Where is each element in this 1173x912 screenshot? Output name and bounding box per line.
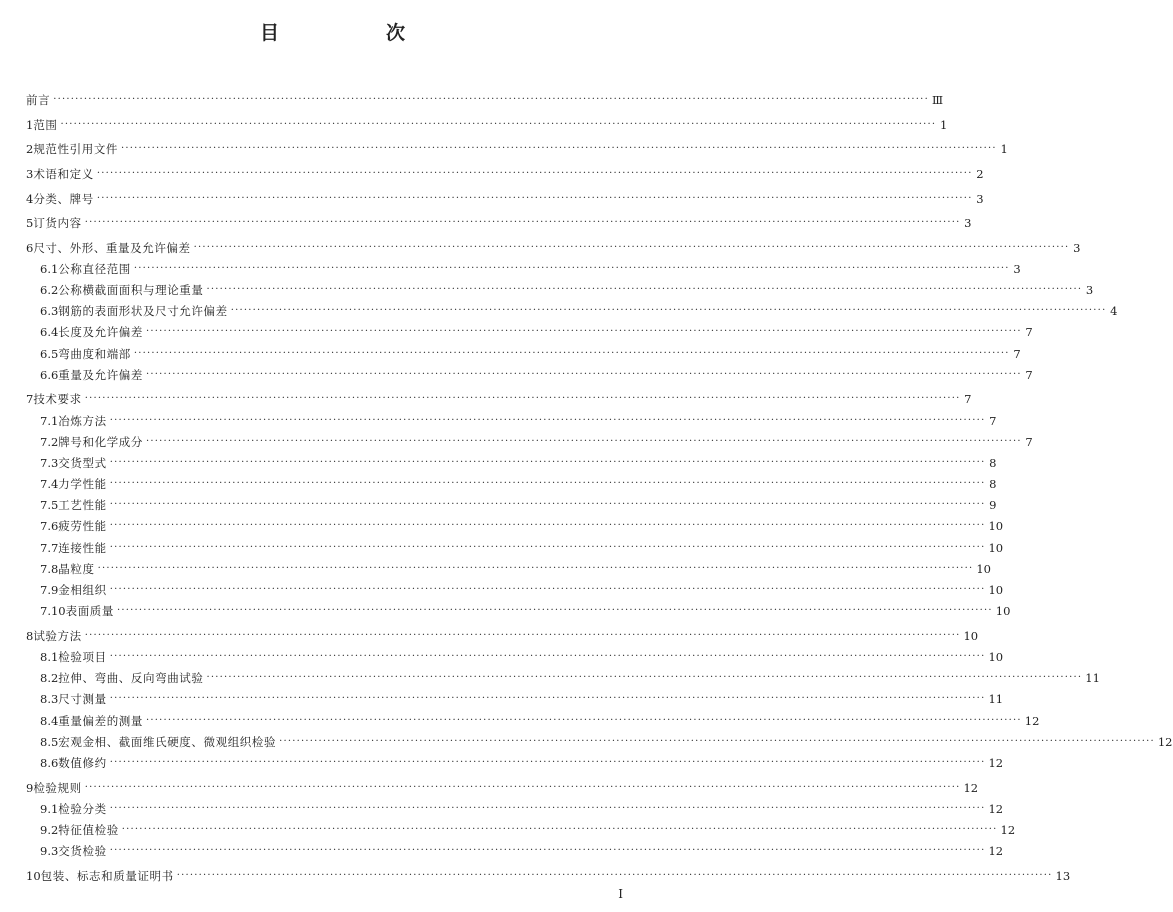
toc-entry-page: 8 — [989, 455, 997, 470]
toc-entry-page: 10 — [995, 604, 1011, 619]
toc-entry-page: 12 — [963, 780, 979, 795]
toc-entry-label: 宏观金相、截面维氏硬度、微观组织检验 — [58, 734, 277, 749]
toc-entry[interactable] — [26, 533, 1004, 555]
toc-entry[interactable] — [26, 233, 1081, 255]
toc-entry-number: 7.3 — [40, 455, 59, 470]
toc-entry[interactable] — [26, 255, 1021, 276]
toc-entry-number: 6.1 — [40, 261, 59, 276]
toc-entry-number: 8.3 — [40, 692, 59, 707]
toc-entry[interactable] — [26, 816, 1016, 837]
dot-leader: ········································································································································································································ — [84, 629, 961, 641]
dot-leader: ········································································································································································································ — [60, 118, 937, 130]
toc-entry-label: 金相组织 — [58, 583, 107, 598]
toc-entry-number: 6 — [26, 240, 34, 255]
toc-entry[interactable] — [26, 837, 1004, 859]
toc-entry-label: 工艺性能 — [58, 498, 107, 513]
toc-entry-label: 检验项目 — [58, 650, 107, 664]
dot-leader: ········································································································································································································ — [133, 347, 1010, 359]
toc-entry[interactable] — [26, 339, 1021, 361]
toc-entry-label: 数值修约 — [58, 755, 107, 770]
toc-entry-label: 包装、标志和质量证明书 — [40, 868, 174, 883]
toc-entry-page: 11 — [988, 692, 1004, 707]
toc-entry-page: 2 — [976, 166, 984, 181]
toc-entry-number: 6.6 — [40, 367, 59, 382]
dot-leader: ········································································································································································································ — [109, 541, 986, 553]
toc-entry-label: 重量偏差的测量 — [58, 713, 143, 728]
toc-entry-page: 8 — [989, 477, 997, 492]
toc-entry-number: 8.4 — [40, 713, 59, 728]
toc-entry[interactable] — [26, 470, 997, 492]
toc-entry[interactable] — [26, 576, 1004, 598]
toc-entry-page: 10 — [988, 583, 1004, 598]
dot-leader: ········································································································································································································ — [97, 562, 974, 574]
toc-entry-page: 10 — [976, 561, 991, 576]
toc-entry[interactable] — [26, 728, 1173, 749]
dot-leader: ········································································································································································································ — [121, 823, 998, 835]
toc-entry[interactable] — [26, 491, 997, 513]
dot-leader: ········································································································································································································ — [109, 756, 986, 768]
toc-entry-label: 表面质量 — [65, 604, 115, 619]
toc-entry-label: 交货型式 — [58, 455, 107, 470]
dot-leader: ········································································································································································································ — [96, 167, 973, 179]
toc-entry-label: 尺寸、外形、重量及允许偏差 — [33, 240, 191, 255]
toc-entry-number: 7 — [26, 392, 34, 407]
toc-entry-number: 9.2 — [40, 822, 59, 837]
dot-leader: ········································································································································································································ — [193, 241, 1070, 253]
toc-entry[interactable] — [26, 449, 997, 470]
toc-entry-label: 规范性引用文件 — [33, 142, 119, 157]
toc-entry-number: 9.1 — [40, 801, 59, 816]
toc-entry-label: 检验分类 — [58, 801, 107, 816]
toc-entry-label: 公称横截面面积与理论重量 — [58, 283, 204, 298]
toc-entry[interactable] — [26, 685, 1004, 707]
toc-entry-label: 弯曲度和端部 — [58, 346, 131, 361]
toc-entry[interactable] — [26, 706, 1040, 728]
toc-entry[interactable] — [26, 795, 1004, 816]
toc-entry-label: 技术要求 — [33, 392, 82, 407]
dot-leader: ········································································································································································································ — [206, 672, 1083, 684]
toc-entry-page: 12 — [988, 844, 1004, 859]
toc-entry-page: 7 — [1025, 325, 1033, 340]
dot-leader: ········································································································································································································ — [109, 693, 986, 705]
toc-entry-page: 12 — [1000, 822, 1016, 837]
toc-entry-number: 10 — [26, 868, 41, 883]
toc-entry-number: 7.1 — [40, 413, 59, 428]
toc-entry[interactable] — [26, 209, 972, 231]
toc-entry-number: 7.5 — [40, 498, 59, 513]
toc-entry-label: 前言 — [26, 93, 51, 108]
toc-entry[interactable] — [26, 773, 979, 795]
table-of-contents — [26, 86, 1173, 883]
toc-entry-page: 12 — [1024, 713, 1040, 728]
toc-entry-page: 7 — [989, 413, 997, 428]
dot-leader: ········································································································································································································ — [279, 735, 1155, 747]
toc-entry-page: 4 — [1110, 304, 1118, 319]
toc-entry-label: 分类、牌号 — [33, 191, 94, 206]
toc-entry-label: 范围 — [33, 117, 58, 132]
toc-entry-number: 9.3 — [40, 844, 59, 859]
toc-entry-number: 1 — [26, 117, 34, 132]
dot-leader: ········································································································································································································ — [84, 217, 961, 229]
toc-entry-page: 11 — [1085, 671, 1100, 686]
toc-entry[interactable] — [26, 861, 1071, 883]
toc-entry-number: 6.2 — [40, 283, 59, 298]
dot-leader: ········································································································································································································ — [146, 714, 1022, 726]
toc-entry-page: 12 — [1157, 734, 1173, 749]
toc-entry-number: 8 — [26, 628, 34, 643]
toc-entry-label: 检验规则 — [33, 780, 82, 795]
toc-entry-label: 订货内容 — [33, 216, 82, 231]
dot-leader: ········································································································································································································ — [230, 305, 1107, 317]
toc-entry[interactable] — [26, 297, 1118, 319]
toc-entry-label: 术语和定义 — [33, 166, 94, 181]
page-number: I — [618, 887, 623, 901]
toc-entry-number: 7.7 — [40, 540, 59, 555]
toc-entry[interactable] — [26, 111, 948, 132]
toc-entry[interactable] — [26, 622, 979, 643]
toc-entry-page: 7 — [1025, 434, 1033, 449]
toc-entry[interactable] — [26, 160, 984, 181]
toc-entry-number: 9 — [26, 780, 34, 795]
toc-entry-label: 疲劳性能 — [58, 519, 107, 534]
toc-entry-number: 6.3 — [40, 304, 59, 319]
dot-leader: ········································································································································································································ — [96, 192, 973, 204]
toc-entry-number: 8.1 — [40, 650, 59, 664]
toc-entry-label: 冶炼方法 — [58, 413, 107, 428]
toc-entry-page: 13 — [1055, 868, 1071, 883]
toc-entry-label: 公称直径范围 — [58, 261, 131, 276]
dot-leader: ········································································································································································································ — [206, 284, 1083, 296]
toc-entry-label: 牌号和化学成分 — [58, 434, 143, 449]
toc-entry-number: 8.5 — [40, 734, 59, 749]
dot-leader: ········································································································································································································ — [109, 414, 986, 426]
toc-entry-page: 3 — [976, 191, 984, 206]
toc-entry-page: Ⅲ — [931, 93, 944, 108]
toc-entry[interactable] — [26, 406, 997, 428]
toc-entry[interactable] — [26, 555, 991, 576]
toc-entry-label: 试验方法 — [33, 628, 82, 643]
toc-entry-page: 3 — [1013, 261, 1021, 276]
toc-entry-page: 10 — [988, 519, 1004, 534]
toc-entry-page: 1 — [939, 117, 948, 132]
toc-entry-page: 10 — [963, 628, 979, 643]
toc-entry-number: 2 — [26, 142, 34, 157]
toc-entry-page: 3 — [964, 216, 972, 231]
toc-entry-page: 10 — [988, 540, 1004, 555]
toc-entry[interactable] — [26, 361, 1033, 382]
toc-entry[interactable] — [26, 749, 1004, 770]
toc-entry-label: 特征值检验 — [58, 822, 119, 837]
toc-entry-label: 钢筋的表面形状及尺寸允许偏差 — [58, 304, 228, 319]
dot-leader: ········································································································································································································ — [109, 520, 986, 532]
dot-leader: ········································································································································································································ — [109, 651, 986, 662]
toc-entry[interactable] — [26, 318, 1033, 340]
toc-entry[interactable] — [26, 428, 1033, 449]
dot-leader: ········································································································································································································ — [146, 326, 1022, 338]
toc-entry-page: 7 — [964, 392, 972, 407]
toc-entry-page: 3 — [1085, 283, 1094, 298]
dot-leader: ········································································································································································································ — [121, 143, 997, 155]
toc-entry-label: 尺寸测量 — [58, 692, 107, 707]
toc-entry[interactable] — [26, 664, 1100, 686]
toc-entry[interactable] — [26, 135, 1008, 157]
dot-leader: ········································································································································································································ — [109, 584, 986, 596]
dot-leader: ········································································································································································································ — [109, 499, 986, 511]
toc-entry-page: 7 — [1025, 367, 1033, 382]
toc-entry-number: 5 — [26, 216, 34, 231]
toc-entry-number: 3 — [26, 166, 34, 181]
page-title: 目 次 — [259, 22, 449, 44]
toc-entry-label: 力学性能 — [58, 477, 107, 492]
toc-entry[interactable] — [26, 385, 972, 407]
dot-leader: ········································································································································································································ — [109, 802, 986, 814]
toc-entry-label: 长度及允许偏差 — [58, 325, 143, 340]
toc-entry-number: 7.4 — [40, 477, 59, 492]
dot-leader: ········································································································································································································ — [133, 262, 1010, 274]
toc-entry-number: 7.8 — [40, 561, 59, 576]
toc-entry-page: 12 — [988, 755, 1004, 770]
toc-entry[interactable] — [26, 276, 1094, 298]
dot-leader: ········································································································································································································ — [109, 456, 986, 468]
toc-entry-page: 3 — [1073, 240, 1081, 255]
toc-entry-number: 8.6 — [40, 755, 59, 770]
toc-entry-number: 6.4 — [40, 325, 59, 340]
dot-leader: ········································································································································································································ — [84, 781, 961, 793]
toc-entry-label: 晶粒度 — [58, 561, 95, 576]
toc-entry[interactable] — [26, 643, 1004, 664]
toc-entry-page: 10 — [988, 650, 1004, 664]
toc-entry-number: 6.5 — [40, 346, 59, 361]
dot-leader: ········································································································································································································ — [84, 393, 961, 405]
dot-leader: ········································································································································································································ — [146, 368, 1022, 380]
toc-entry[interactable] — [26, 86, 944, 108]
dot-leader: ········································································································································································································ — [109, 478, 986, 490]
toc-entry-page: 1 — [1000, 142, 1008, 157]
toc-entry-label: 拉伸、弯曲、反向弯曲试验 — [58, 671, 204, 686]
toc-entry[interactable] — [26, 512, 1004, 534]
toc-entry-number: 7.10 — [40, 604, 66, 619]
toc-entry-page: 12 — [988, 801, 1004, 816]
toc-entry-page: 9 — [989, 498, 997, 513]
toc-entry[interactable] — [26, 184, 984, 206]
toc-entry-number: 4 — [26, 191, 34, 206]
toc-entry-label: 交货检验 — [58, 844, 107, 859]
dot-leader: ········································································································································································································ — [109, 845, 986, 857]
toc-entry-number: 7.2 — [40, 434, 59, 449]
toc-entry[interactable] — [26, 597, 1011, 619]
dot-leader: ········································································································································································································ — [117, 605, 993, 617]
toc-entry-label: 重量及允许偏差 — [58, 367, 143, 382]
toc-entry-number: 7.9 — [40, 583, 59, 598]
dot-leader: ········································································································································································································ — [53, 94, 929, 106]
dot-leader: ········································································································································································································ — [176, 869, 1053, 881]
toc-entry-label: 连接性能 — [58, 540, 107, 555]
toc-entry-number: 7.6 — [40, 519, 59, 534]
toc-entry-page: 7 — [1013, 346, 1021, 361]
dot-leader: ········································································································································································································ — [146, 435, 1022, 447]
toc-entry-number: 8.2 — [40, 671, 59, 686]
